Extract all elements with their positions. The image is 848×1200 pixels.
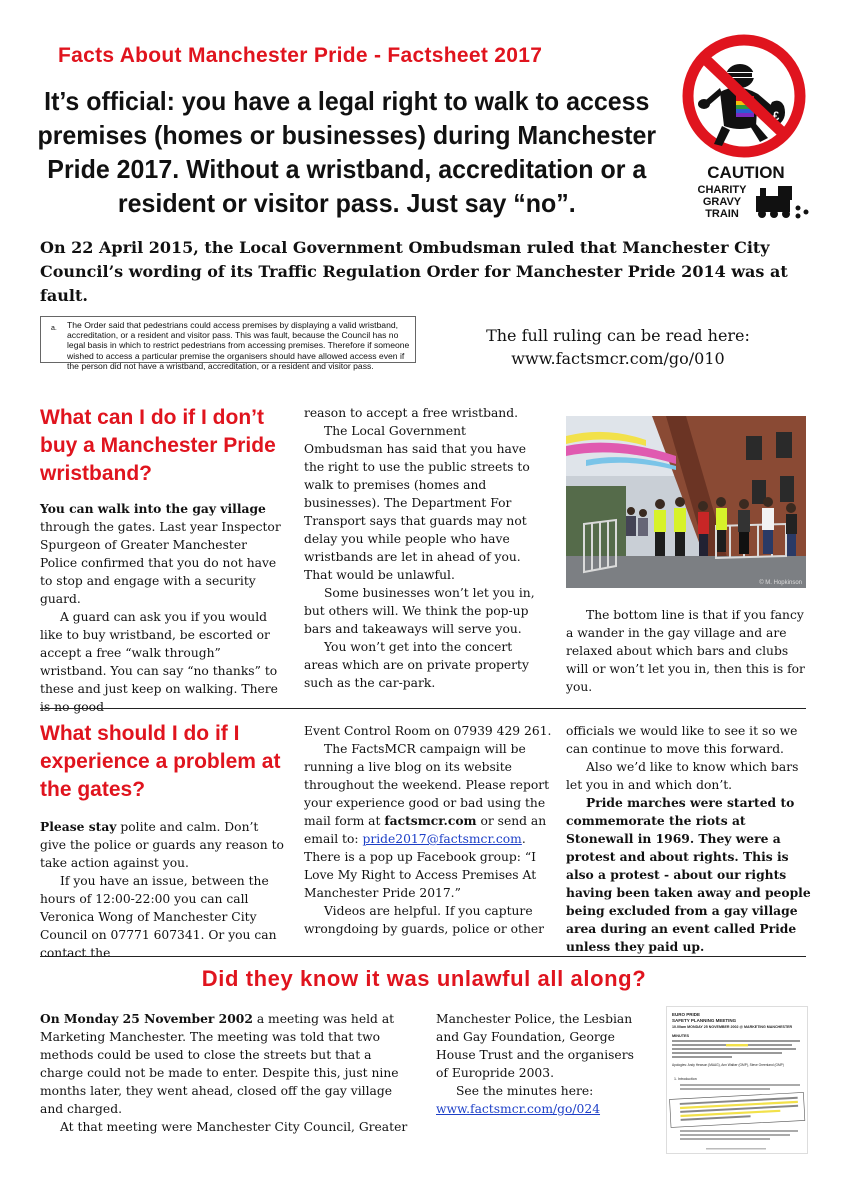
ruling-url[interactable]: www.factsmcr.com/go/010	[511, 349, 725, 368]
quote-number: a.	[51, 325, 57, 332]
section2-p3: Event Control Room on 07939 429 261.	[304, 724, 552, 738]
email-link[interactable]: pride2017@factsmcr.com	[362, 832, 522, 846]
section3-title: Did they know it was unlawful all along?	[201, 966, 647, 991]
section1-column1	[40, 500, 288, 716]
no-gravy-train-icon	[688, 40, 800, 152]
section1-p7: The bottom line is that if you fancy a wander in the gay village and are relaxed about which bars and clubs will or won’t let you in, then this is for you.	[566, 608, 805, 694]
section2-p1: polite and calm. Don’t give the police or guards any reason to take action against you.	[40, 820, 284, 870]
section1-p1: through the gates. Last year Inspector Spurgeon of Greater Manchester Police confirmed that you do not have to stop and engage with a security guard.	[40, 520, 281, 606]
svg-text:£: £	[772, 109, 780, 123]
section2-p7: Also we’d like to know which bars let you in and which don’t.	[566, 760, 799, 792]
section2-column3	[566, 722, 812, 956]
section2-lead: Please stay	[40, 819, 117, 834]
photo-caption: © M. Hopkinson	[759, 580, 802, 586]
minutes-label: MINUTES	[672, 1034, 690, 1038]
section2-p6: officials we would like to see it so we can continue to move this forward.	[566, 724, 798, 756]
section-divider	[40, 708, 806, 709]
intro-paragraph: On 22 April 2015, the Local Government Ombudsman ruled that Manchester City Council’s wording of its Traffic Regulation Order for Manchester Pride 2014 was at fault.	[40, 238, 788, 305]
section2-column2	[304, 722, 554, 938]
logo-line2: GRAVY	[702, 196, 742, 208]
section-divider	[40, 956, 806, 957]
section2-column1	[40, 818, 288, 962]
logo-caution-text: CAUTION	[707, 163, 785, 182]
section3-p3: Manchester Police, the Lesbian and Gay Foundation, George House Trust and the organisers of Europride 2003.	[436, 1012, 634, 1080]
logo-line1: CHARITY	[697, 184, 747, 196]
section3-p2: At that meeting were Manchester City Council, Greater	[60, 1120, 408, 1134]
factsheet-subtitle: Facts About Manchester Pride - Factsheet 2017	[58, 44, 543, 67]
section2-p4b: or send an email to:	[304, 814, 547, 846]
section2-p2: If you have an issue, between the hours of 12:00-22:00 you can call Veronica Wong of Manchester City Council on 07771 607341. Or you can contact the	[40, 874, 277, 960]
ruling-line: The full ruling can be read here:	[486, 326, 750, 345]
caution-logo	[676, 36, 816, 224]
section1-p4: The Local Government Ombudsman has said that you have the right to use the public streets to walk to premises (homes and businesses). The Department For Transport says that guards may not delay you while people who have wristbands are let in ahead of you. That would be unlawful.	[304, 424, 530, 582]
section1-column2	[304, 404, 548, 692]
section1-column3	[566, 606, 810, 696]
ombudsman-quote-box	[40, 316, 416, 371]
minutes-h2: SAFETY PLANNING MEETING	[672, 1018, 737, 1023]
meeting-minutes-thumbnail	[666, 1006, 808, 1154]
minutes-apologies: Apologies: Andy Hewson (MAAG), Ann Walker (GMP), Steve Greenland (GMP)	[672, 1063, 784, 1067]
minutes-link[interactable]: www.factsmcr.com/go/024	[436, 1102, 601, 1116]
minutes-item1: 1. Introduction	[674, 1077, 697, 1081]
section1-p6: You won’t get into the concert areas which are on private property such as the car-park.	[304, 640, 529, 690]
page-headline: It’s official: you have a legal right to walk to access premises (homes or businesses) during Manchester Pride 2017. Without a wristband, accreditation or a resident or visitor pass. Just say “no”.	[37, 86, 657, 218]
section3-lead: On Monday 25 November 2002	[40, 1011, 253, 1026]
street-gates-photo	[566, 416, 806, 588]
section1-p3: reason to accept a free wristband.	[304, 406, 519, 420]
section1-title: What can I do if I don’t buy a Manchester Pride wristband?	[40, 406, 276, 485]
train-icon	[756, 186, 809, 219]
minutes-h3: 10.00am MONDAY 25 NOVEMBER 2002 @ MARKETING MANCHESTER	[672, 1025, 793, 1029]
quote-text: The Order said that pedestrians could access premises by displaying a valid wristband, accreditation, or a resident and visitor pass. This was fault, because the Council has no legal basis in which to restrict pedestrians from accessing premises. Therefore if someone wished to access a particular premise the organisers should have allowed access even if the person did not have a wristband, accreditation, or a resident and visitor pass.	[67, 320, 410, 371]
logo-line3: TRAIN	[705, 208, 739, 220]
section2-p4c: . There is a pop up Facebook group: “I Love My Right to Access Premises At Manchester Pride 2017.”	[304, 832, 537, 900]
section3-column2	[436, 1010, 646, 1118]
section3-column1	[40, 1010, 410, 1136]
minutes-h1: EURO PRIDE	[672, 1012, 701, 1017]
section2-p8: Pride marches were started to commemorate the riots at Stonewall in 1969. They were a protest and about rights. This is also a protest - about our rights having been taken away and people being excluded from a gay village area during an event called Pride unless they paid up.	[566, 795, 811, 954]
ruling-reference	[468, 324, 768, 370]
section3-p1: a meeting was held at Marketing Manchester. The meeting was told that two methods could be used to close the streets but that a charge could not be made to enter. Despite this, just nine months later, they went ahead, closed off the gay village and charged.	[40, 1012, 399, 1116]
section2-p4a: The FactsMCR campaign will be running a live blog on its website throughout the weekend. Please report your experience good or bad using the mail form at	[304, 742, 550, 828]
section3-p4: See the minutes here:	[456, 1084, 594, 1098]
section2-title: What should I do if I experience a problem at the gates?	[40, 722, 281, 801]
factsmcr-site: factsmcr.com	[384, 813, 477, 828]
section2-p5: Videos are helpful. If you capture wrongdoing by guards, police or other	[304, 904, 545, 936]
section1-p5: Some businesses won’t let you in, but others will. We think the pop-up bars and takeaways will serve you.	[304, 586, 535, 636]
section1-p2: A guard can ask you if you would like to buy wristband, be escorted or accept a free “walk through” wristband. You can say “no thanks” to these and just keep on walking. There is no good	[40, 610, 278, 714]
section1-lead: You can walk into the gay village	[40, 501, 266, 516]
